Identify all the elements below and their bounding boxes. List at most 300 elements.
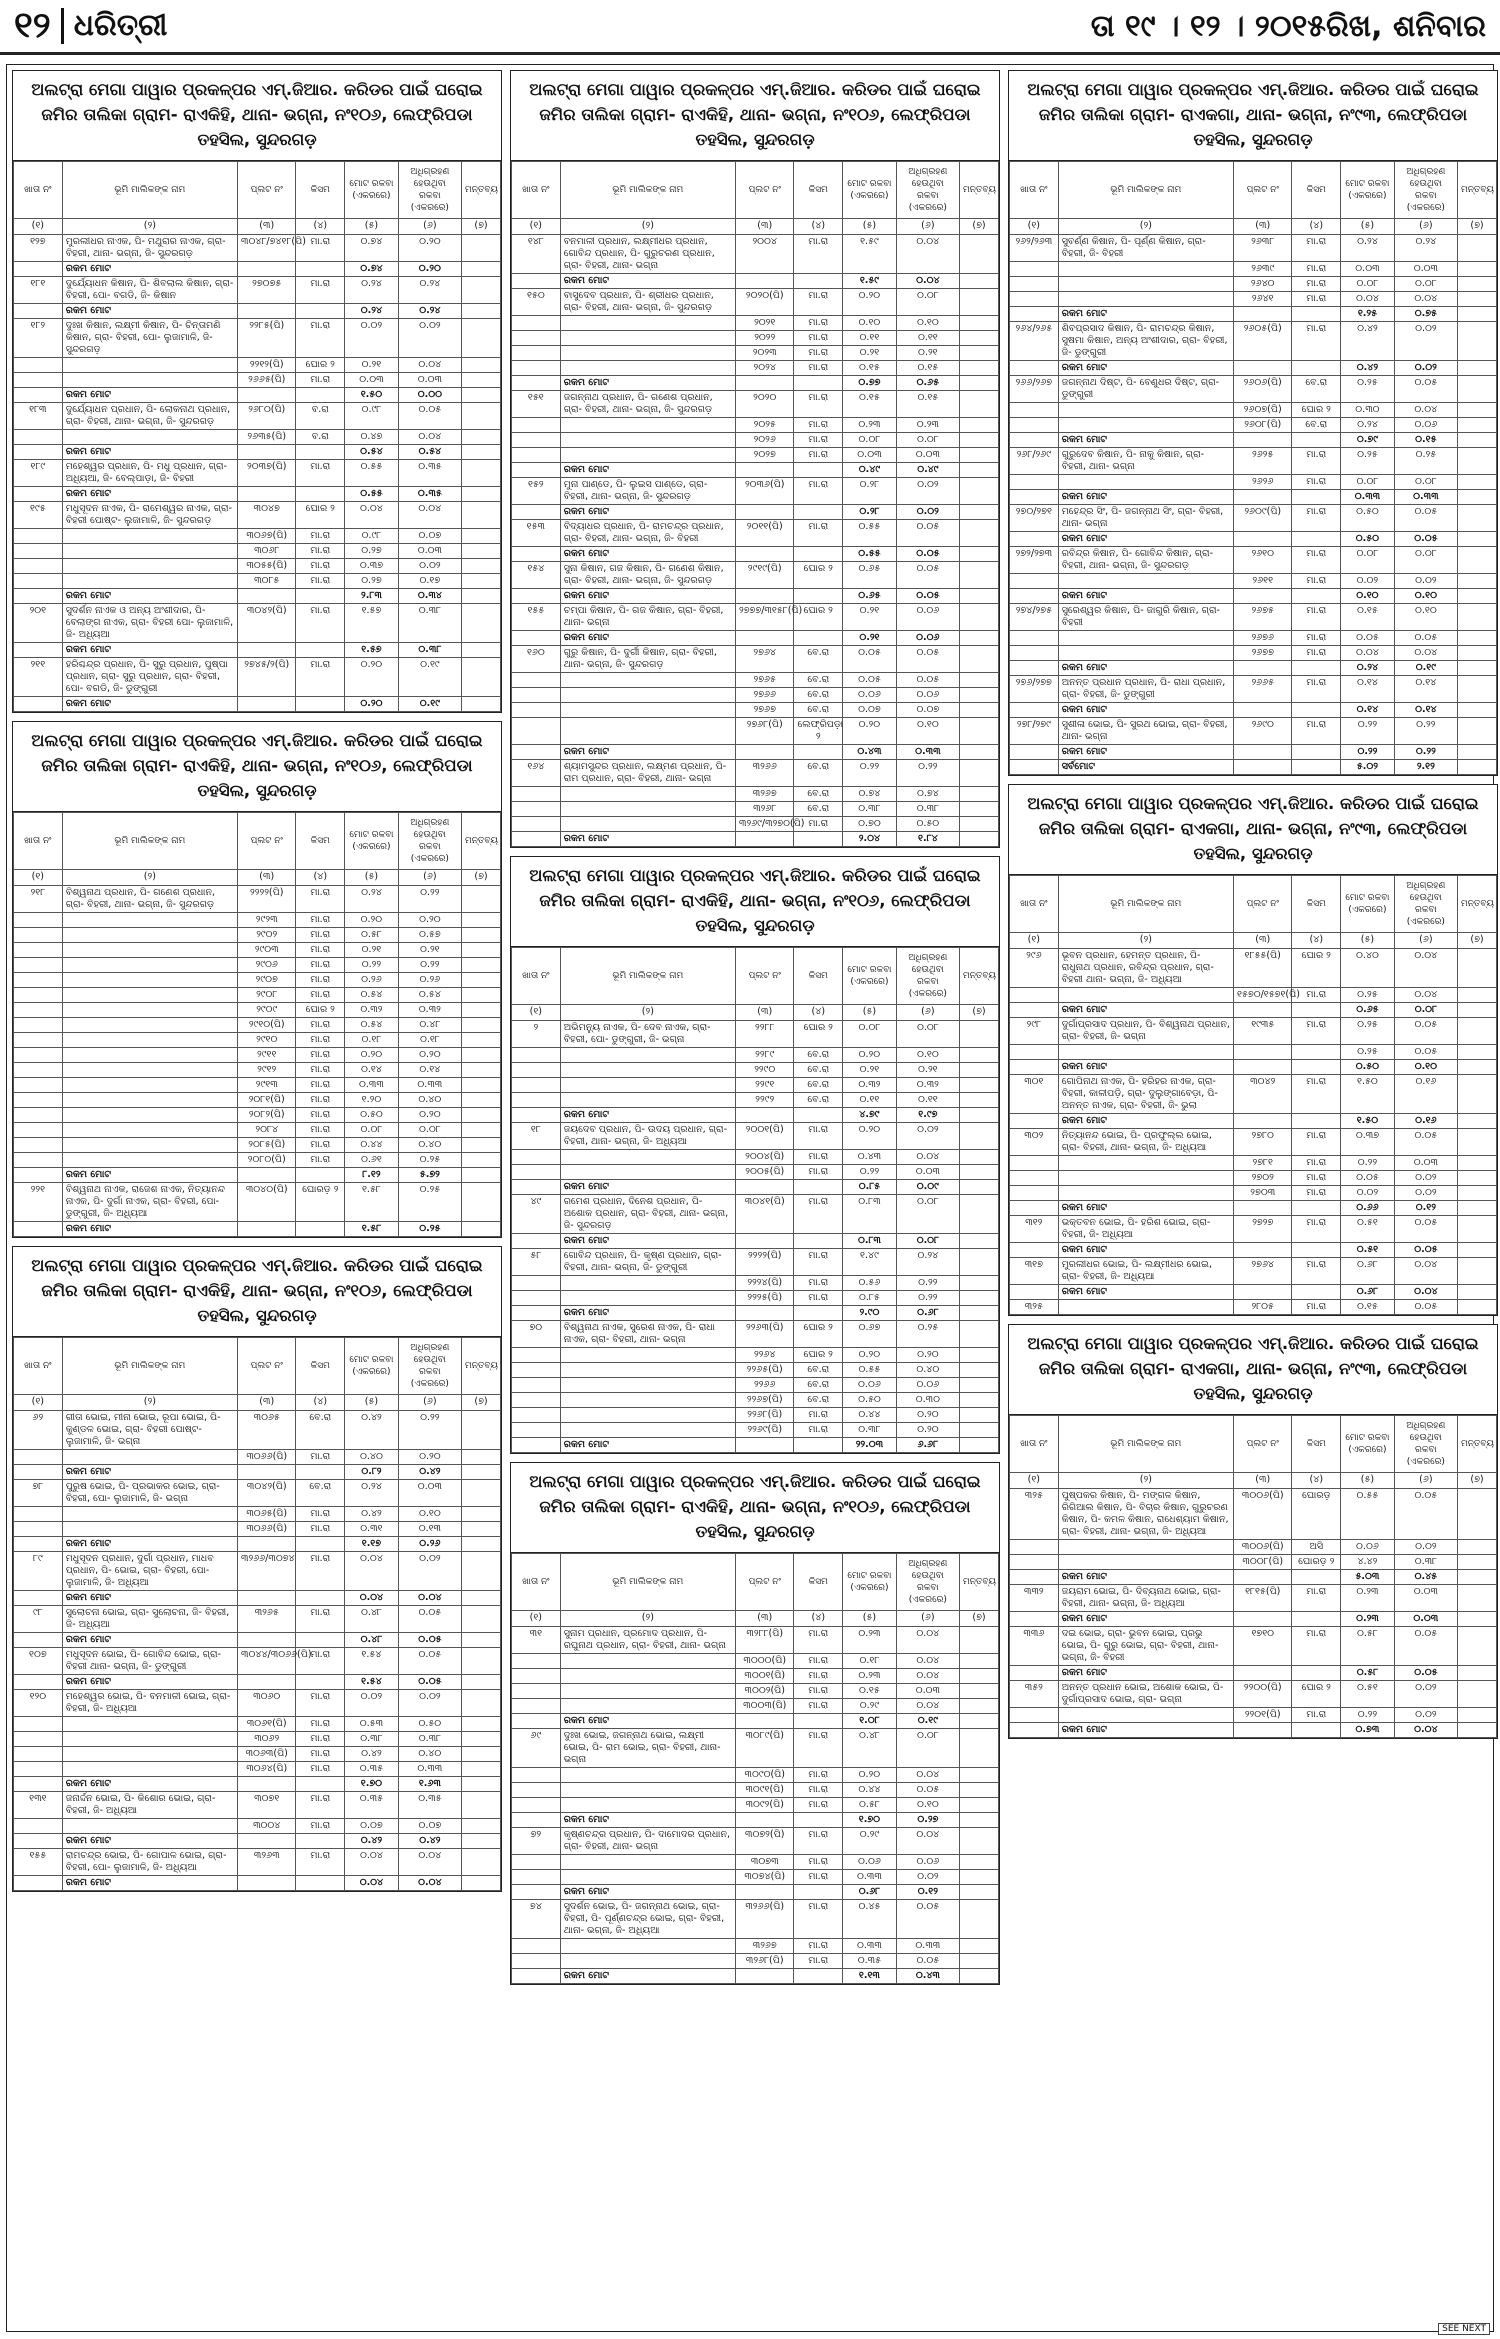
table-row: [512, 1939, 999, 1954]
khata-cell: ୩୫୨: [1010, 1681, 1059, 1708]
acquired-cell: ୦.୬୮: [896, 1306, 959, 1321]
plot-cell: ୩୦୯୦(ପି): [736, 1768, 794, 1783]
owner-cell: [62, 358, 237, 373]
kism-cell: ମା.ରା: [296, 319, 345, 358]
khata-cell: [512, 1048, 561, 1063]
kism-cell: ମା.ରା: [1292, 604, 1341, 631]
owner-cell: ରକମ ମୋଟ: [62, 1591, 237, 1606]
remarks-cell: [462, 445, 501, 460]
plot-cell: [1234, 760, 1292, 775]
column-header: ମନ୍ତବ୍ୟ: [1458, 162, 1497, 219]
khata-cell: [1010, 418, 1059, 433]
kism-cell: [794, 376, 843, 391]
khata-cell: [14, 1675, 63, 1690]
area-cell: ୦.୨୦: [843, 718, 897, 745]
column-number: (୬): [1394, 219, 1457, 235]
area-cell: ୦.୦୨: [345, 319, 399, 358]
owner-cell: ଗୋବିନ୍ଦ ପ୍ରଧାନ, ପି- କୃଷ୍ଣ ପ୍ରଧାନ, ଗ୍ରା- ବିହରୀ, ଥାନା- ଭଗ୍ନା, ଜି- ଡୁଙ୍ଗୁରୀ: [560, 1249, 735, 1276]
area-cell: ୧.୫୮: [345, 1183, 399, 1222]
table-row: [14, 913, 501, 928]
khata-cell: ୫୮: [512, 1249, 561, 1276]
kism-cell: [1292, 1201, 1341, 1216]
table-row: [14, 1153, 501, 1168]
owner-cell: ବିଦ୍ୟାଧର ପ୍ରଧାନ, ପି- ରାମଚନ୍ଦ୍ର ପ୍ରଧାନ, ଗ୍ରା- ବିହରୀ, ଥାନା- ଭଗ୍ନା, ଜି- ବିହରୀ: [560, 520, 735, 547]
area-cell: ୧.୫୦: [1341, 1075, 1395, 1114]
khata-cell: [14, 1048, 63, 1063]
remarks-cell: [960, 703, 999, 718]
acquired-cell: ୦.୩୩: [398, 1078, 461, 1093]
remarks-cell: [960, 478, 999, 505]
table-row: [14, 1078, 501, 1093]
plot-cell: ୨୭୦୩: [1234, 1186, 1292, 1201]
total-row: [1010, 703, 1497, 718]
owner-cell: ସୁରେଶ୍ୱର କିଷାନ, ପି- ଜାଗୁରି କିଷାନ, ଗ୍ରା- ବିହରୀ: [1058, 604, 1233, 631]
kism-cell: ମା.ରା: [794, 1855, 843, 1870]
remarks-cell: [960, 520, 999, 547]
plot-cell: ୧୯୩୫: [1234, 1018, 1292, 1045]
kism-cell: [1292, 745, 1341, 760]
area-cell: ୦.୧୧: [843, 331, 897, 346]
khata-cell: [512, 1684, 561, 1699]
remarks-cell: [1458, 949, 1497, 988]
column-header: ଭୂମି ମାଲିକଙ୍କ ନାମ: [560, 1554, 735, 1611]
owner-cell: ରକମ ମୋଟ: [560, 1714, 735, 1729]
column-number: (୨): [560, 219, 735, 235]
khata-cell: [512, 703, 561, 718]
table-row: [14, 1552, 501, 1591]
acquired-cell: ୦.୨୫: [398, 1153, 461, 1168]
area-cell: ୦.୬୮: [843, 1885, 897, 1900]
kism-cell: ମା.ରା: [296, 958, 345, 973]
remarks-cell: [1458, 1216, 1497, 1243]
plot-cell: ୨୬୦୯(ପି): [1234, 505, 1292, 532]
acquired-cell: ୦.୨୦: [398, 1450, 461, 1465]
table-row: [512, 346, 999, 361]
acquired-cell: ୦.୦୫: [1394, 631, 1457, 646]
kism-cell: [1292, 307, 1341, 322]
khata-cell: [1010, 631, 1059, 646]
owner-cell: ରକମ ମୋଟ: [62, 1168, 237, 1183]
khata-cell: [1010, 661, 1059, 676]
table-row: [1010, 1627, 1497, 1666]
kism-cell: ମା.ରା: [1292, 1585, 1341, 1612]
remarks-cell: [960, 1684, 999, 1699]
column-header: ଭୂମି ମାଲିକଙ୍କ ନାମ: [560, 162, 735, 219]
owner-cell: ରକମ ମୋଟ: [1058, 1570, 1233, 1585]
column-header: କିସମ: [794, 162, 843, 219]
kism-cell: ମା.ରା: [296, 988, 345, 1003]
owner-cell: ଅନନ୍ତ ପ୍ରଧାନ ପ୍ରଧାନ, ପି- ରାଧା ପ୍ରଧାନ, ଗ୍ରା- ବିହରୀ, ଜି- ଡୁଙ୍ଗୁରୀ: [1058, 676, 1233, 703]
area-cell: ୦.୨୪: [1341, 235, 1395, 262]
table-row: [512, 1048, 999, 1063]
owner-cell: ରକମ ମୋଟ: [1058, 1285, 1233, 1300]
plot-cell: ୨୦୮୧(ପି): [238, 1093, 296, 1108]
remarks-cell: [462, 1411, 501, 1450]
khata-cell: [512, 1870, 561, 1885]
plot-cell: ୨୯୨୩: [238, 913, 296, 928]
kism-cell: ଘୋର ୨: [1292, 403, 1341, 418]
acquired-cell: ୦.୦୭: [398, 1819, 461, 1834]
kism-cell: [1292, 433, 1341, 448]
table-row: [14, 1819, 501, 1834]
total-row: [1010, 1612, 1497, 1627]
owner-cell: ରକମ ମୋଟ: [62, 1537, 237, 1552]
acquired-cell: ୧.୯୭: [896, 1108, 959, 1123]
owner-cell: [560, 802, 735, 817]
table-row: [512, 331, 999, 346]
kism-cell: ଘୋର ୨: [296, 1003, 345, 1018]
khata-cell: [512, 718, 561, 745]
owner-cell: ରକମ ମୋଟ: [560, 1180, 735, 1195]
plot-cell: [238, 1168, 296, 1183]
khata-cell: [14, 928, 63, 943]
kism-cell: ମା.ରା: [1292, 277, 1341, 292]
remarks-cell: [462, 1552, 501, 1591]
plot-cell: ୨୦୧୧(ପି): [736, 520, 794, 547]
remarks-cell: [1458, 1258, 1497, 1285]
column-number: (୭): [462, 219, 501, 235]
khata-cell: [512, 1276, 561, 1291]
area-cell: ୦.୦୪: [345, 502, 399, 529]
total-row: [512, 1438, 999, 1453]
area-cell: ୧.୭୦: [843, 1813, 897, 1828]
remarks-cell: [960, 604, 999, 631]
area-cell: ୦.୪୦: [345, 1450, 399, 1465]
area-cell: ୦.୦୩: [345, 373, 399, 388]
kism-cell: [296, 697, 345, 712]
acquired-cell: ୦.୪୦: [398, 1138, 461, 1153]
owner-cell: ମୁରଲୀଧର ଭୋଇ, ପି- ଲକ୍ଷ୍ମୀଧର ଭୋଇ, ଗ୍ରା- ବିହରୀ, ଜି- ଅଧ୍ୟିଆ: [1058, 1258, 1233, 1285]
khata-cell: [512, 505, 561, 520]
column-number: (୨): [560, 1005, 735, 1021]
plot-cell: ୩୦୭୧: [238, 1792, 296, 1819]
column-number: (୨): [62, 870, 237, 886]
column-header: ମୋଟ ରକବା (ଏକରରେ): [843, 948, 897, 1005]
owner-cell: ମୁରଲୀଧର ନାଏକ, ପି- ମଥୁରାର ନାଏକ, ଗ୍ରା- ବିହରୀ, ଥାନା- ଭଗ୍ନା, ଜି- ସୁନ୍ଦରଗଡ଼: [62, 235, 237, 262]
kism-cell: ମା.ରା: [296, 1732, 345, 1747]
area-cell: ୦.୩୦: [1341, 403, 1395, 418]
khata-cell: [512, 1378, 561, 1393]
owner-cell: ରକମ ମୋଟ: [1058, 433, 1233, 448]
remarks-cell: [462, 1633, 501, 1648]
area-cell: ୧.୫୪: [345, 1648, 399, 1675]
table-row: [14, 544, 501, 559]
area-cell: ୦.୫୮: [345, 928, 399, 943]
plot-cell: [1234, 1666, 1292, 1681]
kism-cell: [296, 1537, 345, 1552]
plot-cell: ୨୬୦୫(ପି): [1234, 322, 1292, 361]
remarks-cell: [462, 1063, 501, 1078]
total-row: [14, 1465, 501, 1480]
remarks-cell: [1458, 718, 1497, 745]
table-row: [1010, 292, 1497, 307]
area-cell: ୦.୩୧: [345, 1522, 399, 1537]
khata-cell: ୮୯: [14, 1552, 63, 1591]
acquired-cell: ୧.୮୪: [896, 832, 959, 847]
remarks-cell: [1458, 1723, 1497, 1738]
remarks-cell: [960, 1654, 999, 1669]
area-cell: ୧.୦୮: [843, 1714, 897, 1729]
table-row: [14, 1762, 501, 1777]
owner-cell: ଦୁର୍ଗାପ୍ରସାଦ ପ୍ରଧାନ, ପି- ବିଶ୍ୱନାଥ ପ୍ରଧାନ, ଗ୍ରା- ବିହରୀ, ଜି- ଭଗ୍ନା: [1058, 1018, 1233, 1045]
total-row: [512, 589, 999, 604]
acquired-cell: ୦.୦୪: [398, 1876, 461, 1891]
total-row: [14, 1222, 501, 1237]
kism-cell: ବେ.ରା: [794, 703, 843, 718]
plot-cell: ୨୨୬୯(ପି): [736, 1423, 794, 1438]
remarks-cell: [1458, 1555, 1497, 1570]
owner-cell: ହରିଶ୍ଚନ୍ଦ୍ର ପ୍ରଧାନ, ପି- ସୁରୁ ପ୍ରଧାନ, ପୁଷ୍ପା ପ୍ରଧାନ, ଗ୍ରା- ସୁରୁ ପ୍ରଧାନ, ଗ୍ରା- ବିହରୀ, ପୋ- ବଗଡି, ଜି- ଡୁଙ୍ଗୁରୀ: [62, 658, 237, 697]
acquired-cell: ୦.୦୫: [398, 1606, 461, 1633]
owner-cell: ରକମ ମୋଟ: [1058, 490, 1233, 505]
plot-cell: ୩୨୬୬(ପି): [736, 1900, 794, 1939]
khata-cell: ୩୩୨: [1010, 1585, 1059, 1612]
kism-cell: [296, 1834, 345, 1849]
column-header: ଖାତା ନଂ: [512, 948, 561, 1005]
area-cell: ୦.୬୧: [345, 1153, 399, 1168]
column-header: ମୋଟ ରକବା (ଏକରରେ): [345, 813, 399, 870]
khata-cell: [1010, 277, 1059, 292]
area-cell: ୦.୫୮: [1341, 1666, 1395, 1681]
column-number: (୧): [1010, 1473, 1059, 1489]
area-cell: ୦.୯୮: [345, 403, 399, 430]
remarks-cell: [1458, 1570, 1497, 1585]
remarks-cell: [1458, 361, 1497, 376]
owner-cell: [1058, 988, 1233, 1003]
area-cell: ୦.୨୧: [345, 358, 399, 373]
area-cell: ୦.୦୬: [843, 688, 897, 703]
owner-cell: [560, 418, 735, 433]
plot-cell: [1234, 1003, 1292, 1018]
owner-cell: ରକମ ମୋଟ: [560, 1108, 735, 1123]
khata-cell: [512, 1150, 561, 1165]
total-row: [512, 1108, 999, 1123]
remarks-cell: [960, 235, 999, 274]
kism-cell: [1292, 1723, 1341, 1738]
acquired-cell: ୦.୨୪: [1394, 235, 1457, 262]
total-row: [1010, 589, 1497, 604]
kism-cell: ମା.ରା: [794, 391, 843, 418]
remarks-cell: [960, 376, 999, 391]
area-cell: ୦.୩୨: [345, 1003, 399, 1018]
kism-cell: [794, 589, 843, 604]
plot-cell: [238, 1633, 296, 1648]
owner-cell: ଜଗନ୍ନାଥ ଦିଷ୍ଟ, ପି- ବେଣୁଧର ଦିଷ୍ଟ, ଗ୍ରା- ଡୁଙ୍ଗୁରୀ: [1058, 376, 1233, 403]
plot-cell: [238, 1834, 296, 1849]
area-cell: ୦.୪୫: [843, 1900, 897, 1939]
area-cell: ୦.୭୯: [1341, 433, 1395, 448]
issue-date: ତା ୧୯ । ୧୨ । ୨୦୧୫ରିଖ, ଶନିବାର: [1090, 9, 1486, 44]
kism-cell: [794, 1234, 843, 1249]
area-cell: ୦.୦୩: [1341, 262, 1395, 277]
khata-cell: ୬୯: [512, 1729, 561, 1768]
area-cell: ୦.୮୫: [843, 1180, 897, 1195]
remarks-cell: [462, 1834, 501, 1849]
table-row: [14, 973, 501, 988]
kism-cell: ମା.ରା: [1292, 1708, 1341, 1723]
remarks-cell: [462, 1648, 501, 1675]
owner-cell: ରକମ ମୋଟ: [1058, 745, 1233, 760]
area-cell: ୦.୨୯: [843, 1828, 897, 1855]
khata-cell: [14, 643, 63, 658]
kism-cell: [1292, 361, 1341, 376]
owner-cell: [560, 1699, 735, 1714]
area-cell: ୦.୫୫: [345, 487, 399, 502]
owner-cell: [1058, 1171, 1233, 1186]
remarks-cell: [1458, 1003, 1497, 1018]
plot-cell: ୨୦୮୦(ପି): [238, 1153, 296, 1168]
column-number: (୭): [960, 1611, 999, 1627]
kism-cell: ଘୋରଡ଼ ୨: [296, 1183, 345, 1222]
area-cell: ୨୨.୦୩: [843, 1438, 897, 1453]
owner-cell: ଅଭିମନ୍ୟୁ ନାଏକ, ପି- ଦେବ ନାଏକ, ଗ୍ରା- ବିହରୀ, ପୋ- ଡୁଙ୍ଗୁରୀ, ଜି- ଭଗ୍ନା: [560, 1021, 735, 1048]
total-row: [14, 1876, 501, 1891]
acquired-cell: ୦.୧୫: [896, 391, 959, 418]
plot-cell: ୨୨୯୨: [736, 1093, 794, 1108]
table-row: [14, 403, 501, 430]
khata-cell: [512, 1939, 561, 1954]
total-row: [512, 1969, 999, 1984]
acquired-cell: ୦.୧୦: [896, 1798, 959, 1813]
area-cell: ୦.୪୪: [843, 1408, 897, 1423]
area-cell: ୦.୭୦: [843, 817, 897, 832]
area-cell: ୦.୨୨: [1341, 718, 1395, 745]
acquired-cell: ୦.୨୦: [398, 235, 461, 262]
owner-cell: ରକମ ମୋଟ: [62, 1777, 237, 1792]
owner-cell: ମହେନ୍ଦ୍ର ସିଂ, ପି- ଜଗନ୍ନାଥ ସିଂ, ଗ୍ରା- ବିହରୀ, ଥାନା- ଭଗ୍ନା: [1058, 505, 1233, 532]
table-row: [512, 1093, 999, 1108]
column-number: (୧): [14, 870, 63, 886]
kism-cell: ମା.ରା: [794, 1954, 843, 1969]
notice-title: ଅଲଟ୍ରା ମେଗା ପାୱାର ପ୍ରକଳ୍ପର ଏମ୍.ଜିଆର. କରିଡର ପାଇଁ ଘରୋଇ ଜମିର ତାଲିକା ଗ୍ରାମ- ରାଏକିହି, ଥାନା- ଭଗ୍ନା, ନଂ୧୦୬, ଲେଫ୍ରିପଡା ତହସିଲ, ସୁନ୍ଦରଗଡ଼: [13, 71, 501, 161]
khata-cell: ୧୫୫: [14, 1849, 63, 1876]
acquired-cell: ୦.୦୩: [398, 373, 461, 388]
total-row: [512, 1306, 999, 1321]
plot-cell: ୨୦୩୭(ପି): [238, 460, 296, 487]
area-cell: ୦.୨୭: [345, 574, 399, 589]
area-cell: ୦.୨୧: [843, 604, 897, 631]
kism-cell: ଘୋର ୨: [1292, 1681, 1341, 1708]
khata-cell: [512, 1714, 561, 1729]
notice-title: ଅଲଟ୍ରା ମେଗା ପାୱାର ପ୍ରକଳ୍ପର ଏମ୍.ଜିଆର. କରିଡର ପାଇଁ ଘରୋଇ ଜମିର ତାଲିକା ଗ୍ରାମ- ରାଏକିହି, ଥାନା- ଭଗ୍ନା, ନଂ୧୦୬, ଲେଫ୍ରିପଡା ତହସିଲ, ସୁନ୍ଦରଗଡ଼: [511, 71, 999, 161]
owner-cell: କୃଷ୍ଣଚନ୍ଦ୍ର ପ୍ରଧାନ, ପି- ଦାମୋଦର ପ୍ରଧାନ, ଗ୍ରା- ବିହରୀ, ଥାନା- ଭଗ୍ନା: [560, 1828, 735, 1855]
land-table: [511, 161, 999, 847]
kism-cell: ମା.ରା: [296, 1033, 345, 1048]
area-cell: ୦.୦୮: [345, 1123, 399, 1138]
kism-cell: ଘୋର ୨: [794, 562, 843, 589]
owner-cell: ରକମ ମୋଟ: [560, 547, 735, 562]
table-row: [1010, 1075, 1497, 1114]
remarks-cell: [462, 1507, 501, 1522]
kism-cell: [794, 1108, 843, 1123]
plot-cell: [736, 1108, 794, 1123]
kism-cell: ମା.ରା: [794, 331, 843, 346]
area-cell: ୦.୪୮: [843, 1729, 897, 1768]
kism-cell: ମା.ରା: [296, 913, 345, 928]
owner-cell: [560, 1165, 735, 1180]
remarks-cell: [462, 1747, 501, 1762]
kism-cell: ଘୋର ୨: [1292, 949, 1341, 988]
acquired-cell: ୦.୨୦: [398, 262, 461, 277]
area-cell: ୦.୫୦: [1341, 1060, 1395, 1075]
owner-cell: ଜଗନ୍ନାଥ ପ୍ରଧାନ, ପି- ଗଣେଶ ପ୍ରଧାନ, ଗ୍ରା- ବିହରୀ, ଥାନା- ଭଗ୍ନା, ଜି- ସୁନ୍ଦରଗଡ଼: [560, 391, 735, 418]
header-row: [1010, 1416, 1497, 1473]
plot-cell: ୩୨୬୬/୩୦୭୪: [238, 1552, 296, 1591]
remarks-cell: [1458, 1627, 1497, 1666]
kism-cell: [794, 1813, 843, 1828]
column-number-row: [14, 1395, 501, 1411]
remarks-cell: [960, 1249, 999, 1276]
kism-cell: ମା.ରା: [1292, 574, 1341, 589]
owner-cell: ରକମ ମୋଟ: [62, 643, 237, 658]
owner-cell: [1058, 277, 1233, 292]
table-row: [512, 1276, 999, 1291]
owner-cell: ରକମ ମୋଟ: [1058, 1060, 1233, 1075]
kism-cell: ମା.ରା: [794, 433, 843, 448]
remarks-cell: [960, 673, 999, 688]
plot-cell: ୩୦୮୯(ପି): [736, 1729, 794, 1768]
plot-cell: ୩୨୬୯/୩୨୭୦(ପି): [736, 817, 794, 832]
plot-cell: ୨୭୭୭/୩୧୫୮(ପି): [736, 604, 794, 631]
total-row: [512, 1813, 999, 1828]
acquired-cell: ୦.୦୪: [1394, 646, 1457, 661]
column-number-row: [1010, 933, 1497, 949]
total-row: [512, 1234, 999, 1249]
plot-cell: ୨୯୧୨: [238, 1063, 296, 1078]
table-row: [1010, 574, 1497, 589]
table-row: [512, 1291, 999, 1306]
area-cell: ୦.୧୮: [345, 1033, 399, 1048]
remarks-cell: [462, 1762, 501, 1777]
acquired-cell: ୦.୦୫: [1394, 1627, 1457, 1666]
khata-cell: ୨୭୨/୨୭୩: [1010, 547, 1059, 574]
acquired-cell: ୦.୦୨: [1394, 361, 1457, 376]
owner-cell: ରକମ ମୋଟ: [560, 274, 735, 289]
khata-cell: [14, 958, 63, 973]
area-cell: ୦.୭୪: [345, 262, 399, 277]
owner-cell: ରକମ ମୋଟ: [62, 388, 237, 403]
remarks-cell: [960, 1048, 999, 1063]
kism-cell: ମା.ରା: [296, 1747, 345, 1762]
remarks-cell: [1458, 322, 1497, 361]
kism-cell: ମା.ରା: [296, 604, 345, 643]
kism-cell: ମା.ରା: [296, 1048, 345, 1063]
divider: [61, 8, 64, 44]
column-header: ଖାତା ନଂ: [512, 1554, 561, 1611]
plot-cell: ୨୦୦୪: [736, 235, 794, 274]
area-cell: ୦.୦୨: [1341, 1186, 1395, 1201]
column-number: (୫): [843, 1611, 897, 1627]
area-cell: ୦.୫୦: [345, 1108, 399, 1123]
total-row: [14, 1675, 501, 1690]
khata-cell: [512, 1408, 561, 1423]
column-number: (୬): [398, 1395, 461, 1411]
column-header: ଭୂମି ମାଲିକଙ୍କ ନାମ: [1058, 162, 1233, 219]
area-cell: ୦.୩୩: [843, 1939, 897, 1954]
kism-cell: ମା.ରା: [794, 1423, 843, 1438]
owner-cell: ସର୍ବମୋଟ: [1058, 760, 1233, 775]
table-row: [512, 1378, 999, 1393]
kism-cell: ମା.ରା: [794, 478, 843, 505]
khata-cell: [512, 1108, 561, 1123]
table-row: [512, 817, 999, 832]
khata-cell: [1010, 1186, 1059, 1201]
plot-cell: ୨୭୦୨: [1234, 1171, 1292, 1186]
acquired-cell: ୦.୦୫: [398, 1648, 461, 1675]
plot-cell: ୨୨୬୬: [736, 1378, 794, 1393]
plot-cell: ୨୦୮୪: [238, 1123, 296, 1138]
total-row: [1010, 490, 1497, 505]
